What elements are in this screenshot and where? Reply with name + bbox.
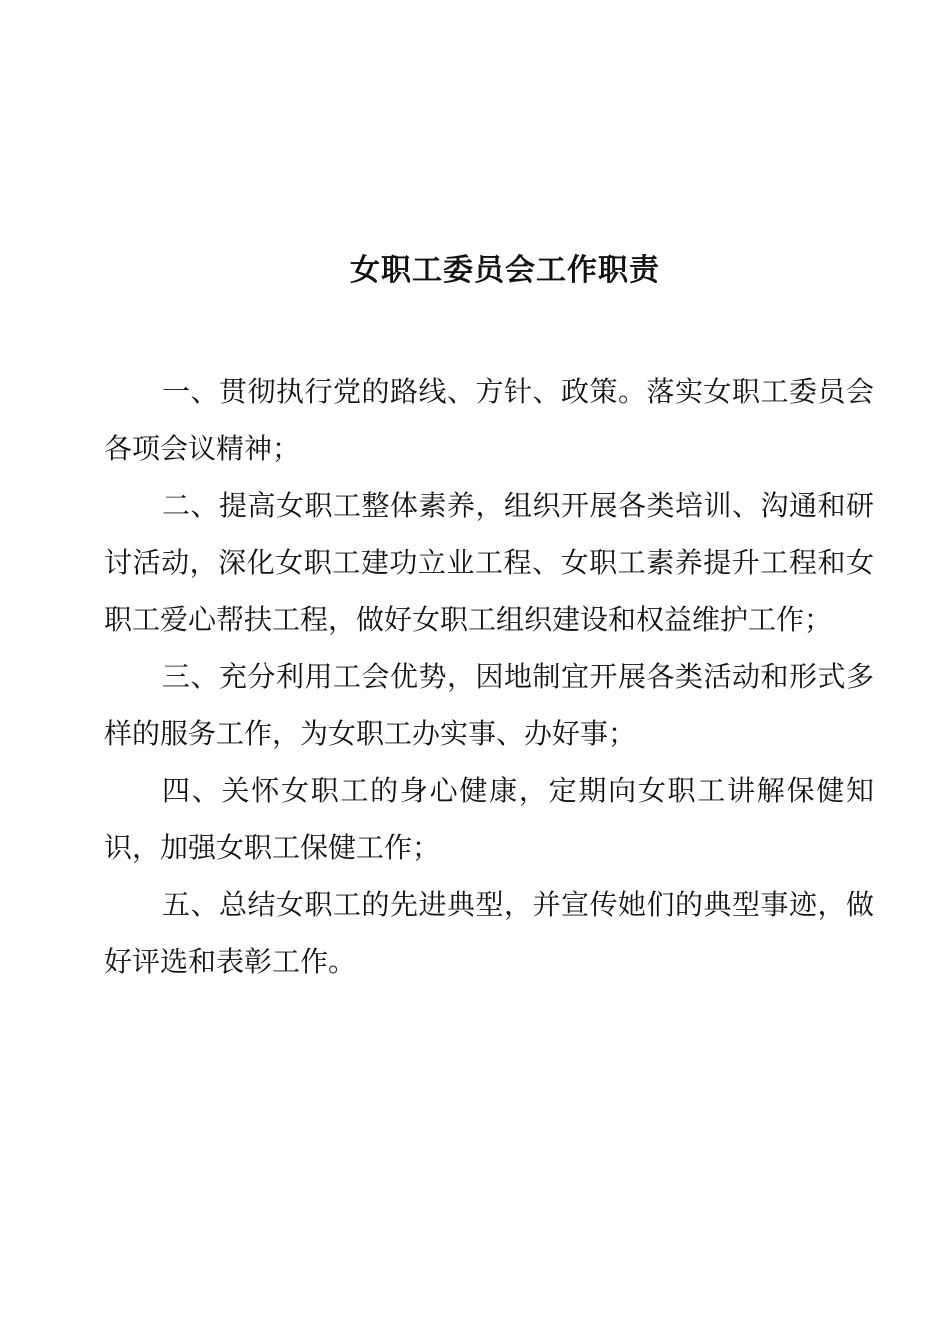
- paragraph-5: 五、总结女职工的先进典型，并宣传她们的典型事迹，做好评选和表彰工作。: [104, 888, 874, 978]
- paragraph-3: 三、充分利用工会优势，因地制宜开展各类活动和形式多样的服务工作，为女职工办实事、办好事；: [104, 660, 874, 750]
- paragraph-4: 四、关怀女职工的身心健康，定期向女职工讲解保健知识，加强女职工保健工作；: [104, 774, 874, 864]
- document-body: [104, 363, 874, 990]
- paragraph-2: 二、提高女职工整体素养，组织开展各类培训、沟通和研讨活动，深化女职工建功立业工程、女职工素养提升工程和女职工爱心帮扶工程，做好女职工组织建设和权益维护工作；: [104, 489, 874, 636]
- paragraph-1: 一、贯彻执行党的路线、方针、政策。落实女职工委员会各项会议精神；: [104, 375, 874, 465]
- document-title: 女职工委员会工作职责: [350, 253, 660, 288]
